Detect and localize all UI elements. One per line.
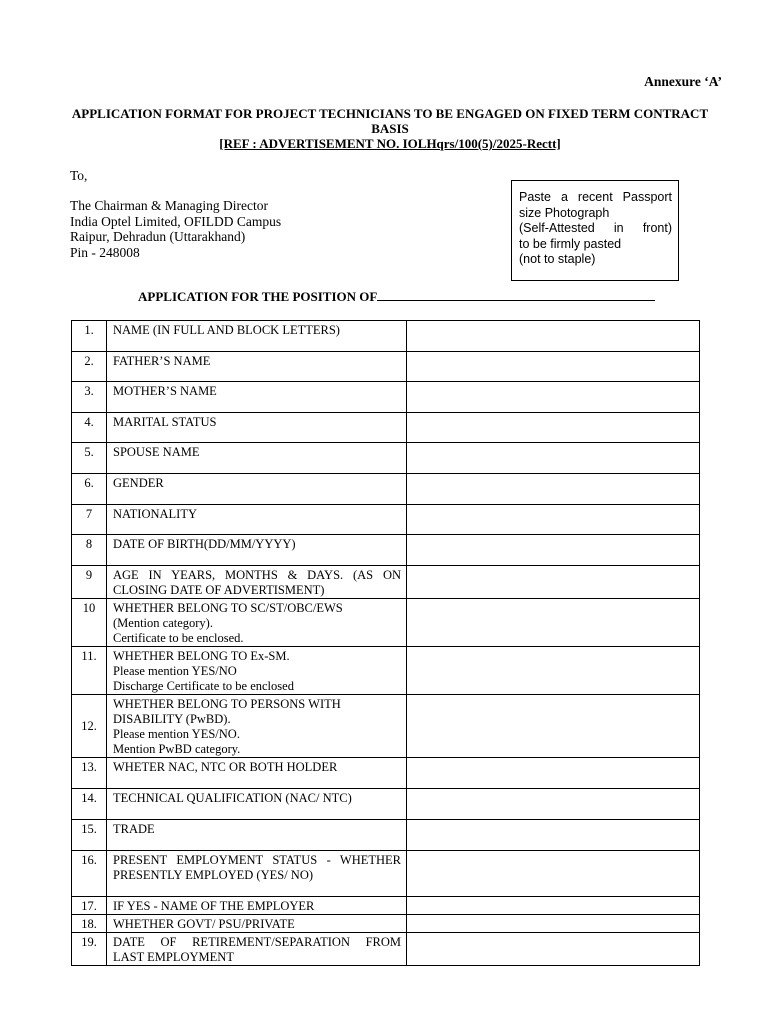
field-label [107, 382, 407, 413]
field-value-cell[interactable] [407, 382, 700, 413]
field-value-cell[interactable] [407, 321, 700, 352]
field-value-cell[interactable] [407, 647, 700, 695]
field-value-cell[interactable] [407, 695, 700, 758]
form-title [60, 106, 720, 151]
form-row [72, 413, 700, 443]
row-number: 6. [72, 474, 107, 505]
field-label [107, 915, 407, 933]
field-label-line: AGE IN YEARS, MONTHS & DAYS. (AS ON [113, 568, 401, 582]
field-label [107, 413, 407, 443]
row-number: 1. [72, 321, 107, 352]
row-number: 18. [72, 915, 107, 933]
field-label-line: WHETHER BELONG TO Ex-SM. [113, 649, 290, 663]
row-number: 15. [72, 820, 107, 851]
field-value-cell[interactable] [407, 851, 700, 897]
field-value-cell[interactable] [407, 915, 700, 933]
field-label [107, 321, 407, 352]
form-row [72, 851, 700, 897]
row-number: 5. [72, 443, 107, 474]
photo-instruction-line: to be firmly pasted [519, 236, 622, 251]
position-blank-field[interactable] [377, 290, 655, 301]
photograph-box[interactable] [511, 180, 679, 281]
position-label: APPLICATION FOR THE POSITION OF [138, 289, 378, 304]
photo-instruction-line: Paste a recent Passport [519, 190, 672, 204]
form-row [72, 382, 700, 413]
form-row [72, 647, 700, 695]
field-label [107, 933, 407, 966]
field-label-line: WHETHER BELONG TO PERSONS WITH [113, 697, 341, 711]
field-label-line: Discharge Certificate to be enclosed [113, 679, 294, 693]
field-label-line: GENDER [113, 476, 164, 490]
form-title-line-1: APPLICATION FORMAT FOR PROJECT TECHNICIANS TO BE ENGAGED ON FIXED TERM CONTRACT [71, 106, 709, 121]
form-row [72, 695, 700, 758]
row-number: 19. [72, 933, 107, 966]
field-label-line: DISABILITY (PwBD). [113, 712, 231, 726]
field-label-line: DATE OF BIRTH(DD/MM/YYYY) [113, 537, 296, 551]
field-label [107, 695, 407, 758]
field-label-line: Please mention YES/NO. [113, 727, 240, 741]
recipient-address [70, 198, 281, 260]
field-label [107, 352, 407, 382]
address-line: Pin - 248008 [70, 244, 140, 260]
row-number: 2. [72, 352, 107, 382]
field-label-line: LAST EMPLOYMENT [113, 950, 234, 964]
field-value-cell[interactable] [407, 443, 700, 474]
field-label-line: MOTHER’S NAME [113, 384, 217, 398]
form-row [72, 820, 700, 851]
row-number: 4. [72, 413, 107, 443]
position-line [138, 289, 655, 305]
field-value-cell[interactable] [407, 413, 700, 443]
form-row [72, 474, 700, 505]
field-label-line: MARITAL STATUS [113, 415, 217, 429]
field-label-line: IF YES - NAME OF THE EMPLOYER [113, 899, 315, 913]
field-label-line: Mention PwBD category. [113, 742, 241, 756]
field-label-line: WHETER NAC, NTC OR BOTH HOLDER [113, 760, 338, 774]
field-label-line: Please mention YES/NO [113, 664, 237, 678]
row-number: 7 [72, 505, 107, 535]
field-label [107, 566, 407, 599]
field-label [107, 647, 407, 695]
field-value-cell[interactable] [407, 758, 700, 789]
address-line: India Optel Limited, OFILDD Campus [70, 213, 282, 229]
field-label [107, 474, 407, 505]
field-value-cell[interactable] [407, 933, 700, 966]
field-label-line: (Mention category). [113, 616, 213, 630]
form-row [72, 443, 700, 474]
field-value-cell[interactable] [407, 474, 700, 505]
field-label [107, 443, 407, 474]
form-row [72, 789, 700, 820]
field-value-cell[interactable] [407, 897, 700, 915]
field-label-line: PRESENT EMPLOYMENT STATUS - WHETHER [113, 853, 401, 867]
annexure-label: Annexure ‘A’ [644, 74, 722, 89]
field-value-cell[interactable] [407, 352, 700, 382]
field-label-line: CLOSING DATE OF ADVERTISMENT) [113, 583, 325, 597]
form-row [72, 599, 700, 647]
application-form-table [71, 320, 700, 966]
field-value-cell[interactable] [407, 566, 700, 599]
field-value-cell[interactable] [407, 599, 700, 647]
field-value-cell[interactable] [407, 789, 700, 820]
row-number: 12. [72, 695, 107, 758]
row-number: 16. [72, 851, 107, 897]
row-number: 8 [72, 535, 107, 566]
form-row [72, 897, 700, 915]
address-line: The Chairman & Managing Director [70, 198, 268, 213]
form-row [72, 758, 700, 789]
form-row [72, 352, 700, 382]
photo-instruction-line: size Photograph [519, 205, 610, 220]
address-line: Raipur, Dehradun (Uttarakhand) [70, 229, 246, 244]
form-title-line-2: BASIS [371, 121, 409, 136]
salutation: To, [70, 168, 88, 183]
field-label-line: NATIONALITY [113, 507, 198, 521]
form-row [72, 505, 700, 535]
field-label [107, 758, 407, 789]
row-number: 10 [72, 599, 107, 647]
form-row [72, 535, 700, 566]
photo-instruction-line: (Self-Attested in front) [519, 221, 672, 235]
field-label-line: TRADE [113, 822, 155, 836]
form-row [72, 321, 700, 352]
form-row [72, 566, 700, 599]
field-label [107, 789, 407, 820]
form-row [72, 933, 700, 966]
form-row [72, 915, 700, 933]
field-label-line: WHETHER GOVT/ PSU/PRIVATE [113, 917, 295, 931]
field-label-line: TECHNICAL QUALIFICATION (NAC/ NTC) [113, 791, 352, 805]
field-label [107, 851, 407, 897]
field-label-line: SPOUSE NAME [113, 445, 200, 459]
field-label-line: NAME (IN FULL AND BLOCK LETTERS) [113, 323, 340, 337]
field-label-line: FATHER’S NAME [113, 354, 211, 368]
field-value-cell[interactable] [407, 505, 700, 535]
field-label-line: PRESENTLY EMPLOYED (YES/ NO) [113, 868, 314, 882]
field-label-line: Certificate to be enclosed. [113, 631, 244, 645]
field-label [107, 535, 407, 566]
field-value-cell[interactable] [407, 535, 700, 566]
field-label [107, 820, 407, 851]
field-label [107, 599, 407, 647]
row-number: 9 [72, 566, 107, 599]
row-number: 3. [72, 382, 107, 413]
field-value-cell[interactable] [407, 820, 700, 851]
field-label-line: WHETHER BELONG TO SC/ST/OBC/EWS [113, 601, 343, 615]
field-label-line: DATE OF RETIREMENT/SEPARATION FROM [113, 935, 401, 949]
row-number: 11. [72, 647, 107, 695]
advertisement-reference: [REF : ADVERTISEMENT NO. IOLHqrs/100(5)/2025-Rectt] [219, 136, 561, 151]
row-number: 13. [72, 758, 107, 789]
field-label [107, 897, 407, 915]
photo-instruction-line: (not to staple) [519, 252, 596, 266]
row-number: 14. [72, 789, 107, 820]
field-label [107, 505, 407, 535]
row-number: 17. [72, 897, 107, 915]
